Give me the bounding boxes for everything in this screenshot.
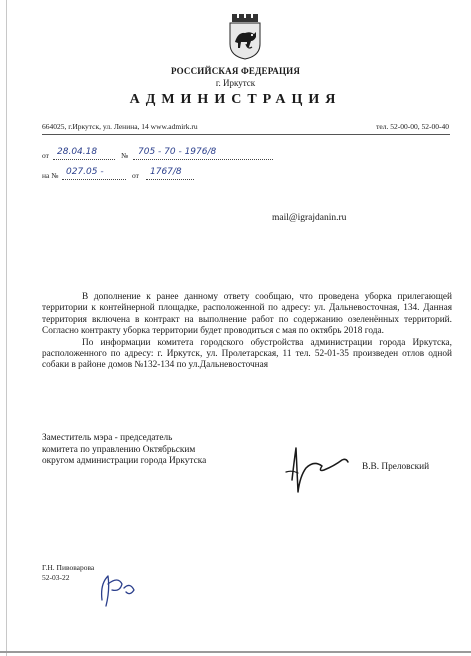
number-label: № [121,151,129,160]
body-paragraph-2: По информации комитета городского обустройства администрации города Иркутска, расположенного по адресу: г. Иркутск, ул. Пролетарская, 11 тел. 52-01-35 произведен отлов одной собаки в районе домов №132-134 по ул.Дальневосточная [42,337,452,371]
signatory-title-line: округом администрации города Иркутска [42,456,207,467]
organization-address: 664025, г.Иркутск, ул. Ленина, 14 www.admirk.ru [42,122,198,131]
signatory-title-line: Заместитель мэра - председатель [42,433,173,443]
signatory-title [42,433,206,468]
date-label: от [42,151,49,160]
handwritten-signature [284,440,354,502]
executor-name: Г.Н. Пивоварова [42,563,95,572]
executor-initials [96,570,140,610]
country-title: РОССИЙСКАЯ ФЕДЕРАЦИЯ [170,66,301,76]
coat-of-arms-icon [228,14,262,60]
signatory-title-line: комитета по управлению Октябрьским [42,444,196,455]
header-divider [42,134,450,135]
in-reply-label: на № [42,171,59,180]
letter-body [42,292,452,372]
date-underline [53,159,115,160]
recipient-email: mail@igrajdanin.ru [272,213,347,223]
body-paragraph-1: В дополнение к ранее данному ответу сообщаю, что проведена уборка прилегающей территории к контейнерной площадке, расположенной по адресу: ул. Дальневосточная, 134. Данная территория включена в контракт на выполнение работ по содержанию озеленённых территорий. Согласно контракту уборка территории будет проводиться с мая по октябрь 2018 года. [42,292,452,337]
executor-phone: 52-03-22 [42,573,70,582]
reply-date-underline [146,179,194,180]
signatory-name: В.В. Преловский [362,462,430,472]
organization-title: АДМИНИСТРАЦИЯ [129,92,342,107]
letter-date: 28.04.18 [57,147,98,157]
city-title: г. Иркутск [215,78,256,88]
page-edge-bottom [0,651,471,653]
organization-phones: тел. 52-00-00, 52-00-40 [376,122,449,131]
reply-number-underline [62,179,126,180]
reply-date: 1767/8 [150,167,182,177]
number-underline [133,159,273,160]
letter-number: 705 - 70 - 1976/8 [138,147,217,157]
reply-number: 027.05 - [66,167,104,177]
reply-date-label: от [132,171,139,180]
